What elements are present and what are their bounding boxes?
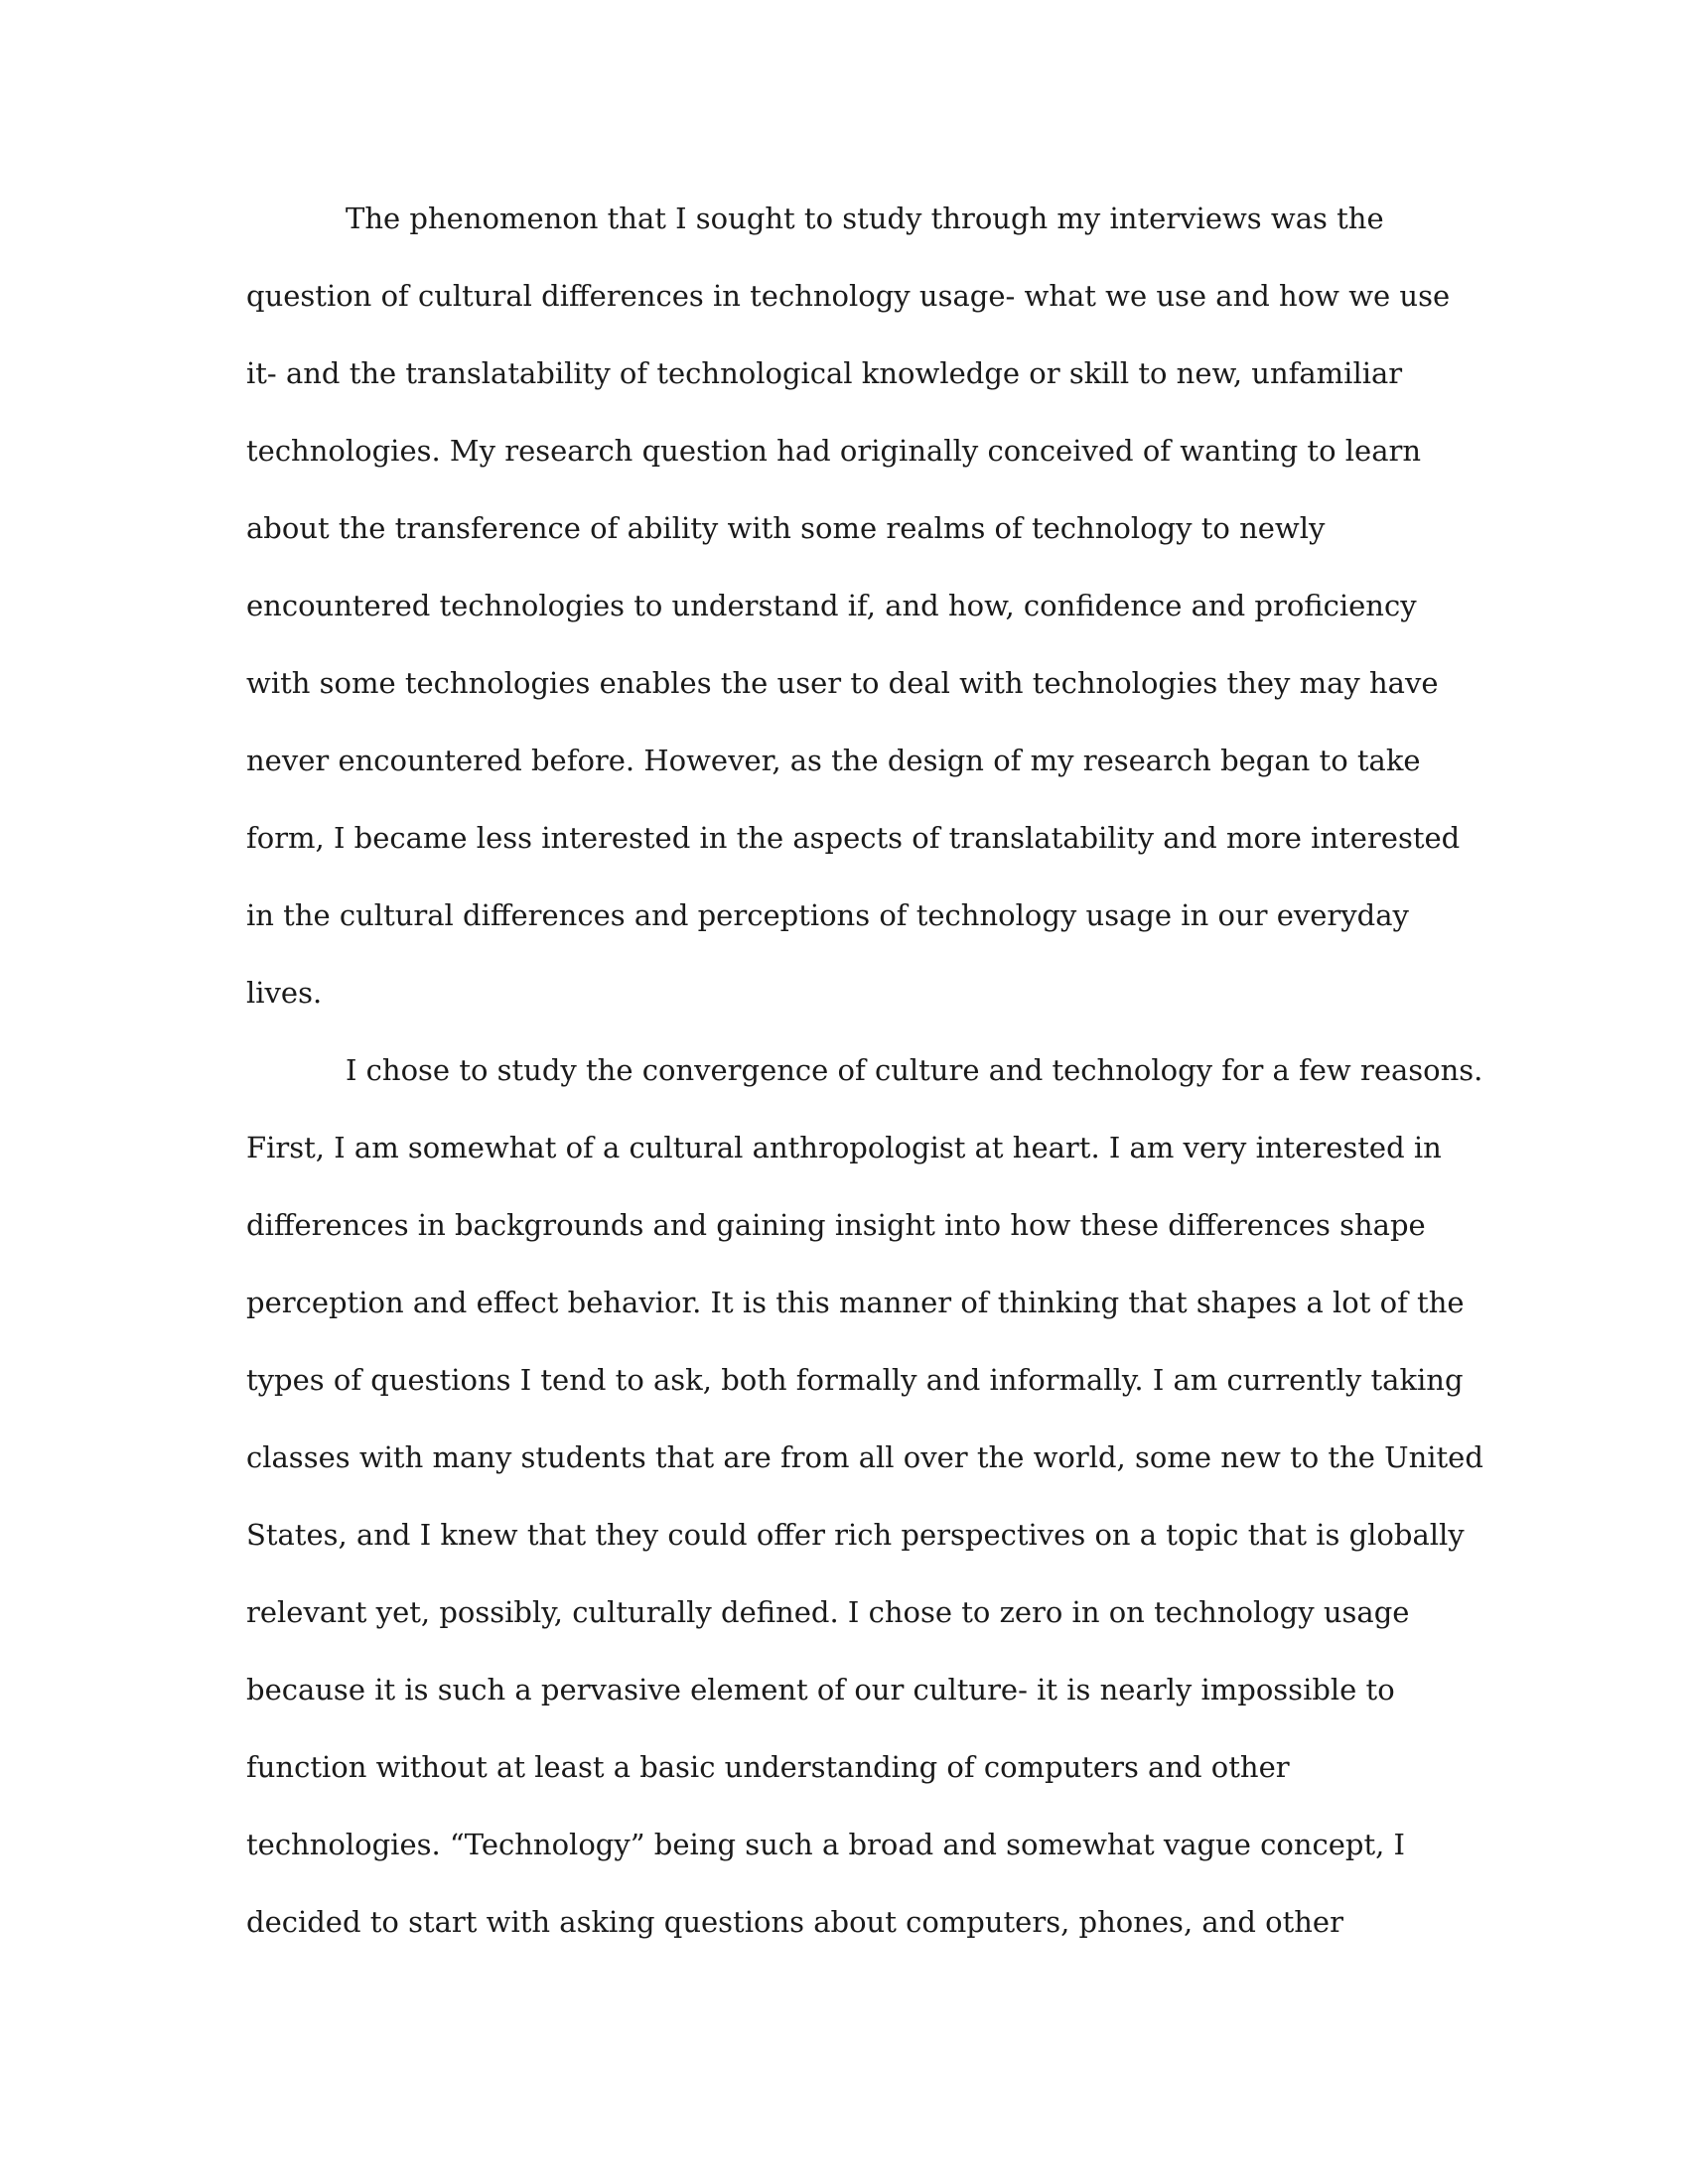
text-line: decided to start with asking questions about computers, phones, and other bbox=[246, 1905, 1343, 1939]
text-line: because it is such a pervasive element of our culture- it is nearly impossible to bbox=[246, 1673, 1395, 1706]
text-line: encountered technologies to understand if, and how, confidence and proficiency bbox=[246, 589, 1417, 622]
body-text bbox=[246, 189, 1483, 1970]
text-line: types of questions I tend to ask, both formally and informally. I am currently taking bbox=[246, 1363, 1464, 1397]
text-line: classes with many students that are from all over the world, some new to the United bbox=[246, 1440, 1483, 1474]
text-line: The phenomenon that I sought to study through my interviews was the bbox=[346, 202, 1384, 235]
text-line: about the transference of ability with some realms of technology to newly bbox=[246, 511, 1326, 545]
text-line: First, I am somewhat of a cultural anthropologist at heart. I am very interested in bbox=[246, 1131, 1442, 1164]
text-line: technologies. “Technology” being such a broad and somewhat vague concept, I bbox=[246, 1828, 1406, 1861]
text-line: perception and effect behavior. It is this manner of thinking that shapes a lot of the bbox=[246, 1286, 1465, 1319]
text-line: question of cultural differences in technology usage- what we use and how we use bbox=[246, 279, 1451, 313]
text-line: relevant yet, possibly, culturally defined. I chose to zero in on technology usage bbox=[246, 1595, 1410, 1629]
text-line: States, and I knew that they could offer rich perspectives on a topic that is globally bbox=[246, 1518, 1465, 1552]
text-line: differences in backgrounds and gaining insight into how these differences shape bbox=[246, 1208, 1426, 1242]
text-line: technologies. My research question had originally conceived of wanting to learn bbox=[246, 434, 1422, 468]
text-line: lives. bbox=[246, 976, 323, 1010]
text-line: function without at least a basic understanding of computers and other bbox=[246, 1750, 1290, 1784]
text-line: never encountered before. However, as the design of my research began to take bbox=[246, 744, 1421, 777]
text-line: it- and the translatability of technological knowledge or skill to new, unfamiliar bbox=[246, 356, 1403, 390]
paragraph-1 bbox=[246, 189, 1461, 1040]
text-line: with some technologies enables the user to deal with technologies they may have bbox=[246, 666, 1439, 700]
text-line: form, I became less interested in the aspects of translatability and more interested bbox=[246, 821, 1461, 855]
paragraph-2 bbox=[246, 1040, 1483, 1970]
text-line: in the cultural differences and perceptions of technology usage in our everyday bbox=[246, 898, 1409, 932]
text-line: I chose to study the convergence of culture and technology for a few reasons. bbox=[346, 1053, 1483, 1087]
